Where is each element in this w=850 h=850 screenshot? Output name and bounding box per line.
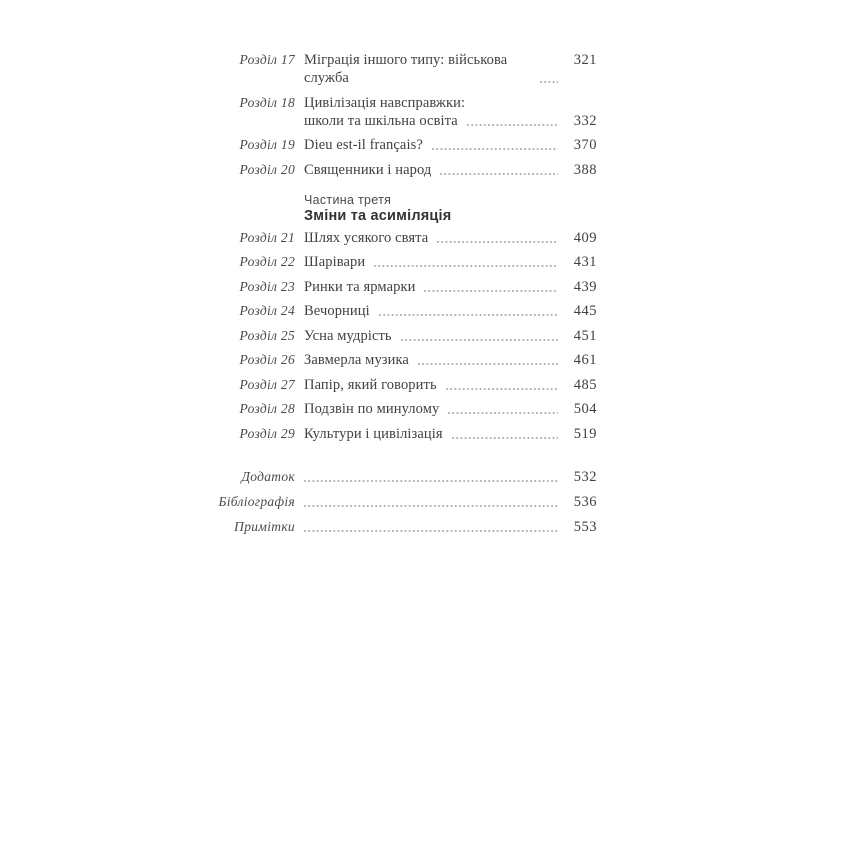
back-matter-entry <box>185 518 597 536</box>
chapter-label: Розділ 26 <box>239 352 295 367</box>
chapter-label: Розділ 29 <box>239 425 295 441</box>
chapter-title: Усна мудрість <box>304 327 392 344</box>
chapter-title: Міграція іншого типу: військова служба <box>304 52 508 86</box>
page-number: 370 <box>573 137 597 153</box>
dot-leader <box>448 412 558 414</box>
toc-entry <box>185 229 597 247</box>
chapter-label: Розділ 18 <box>239 94 295 110</box>
toc-entry <box>185 327 597 345</box>
toc-entry <box>185 376 597 394</box>
chapter-label: Розділ 25 <box>239 327 295 343</box>
chapter-title: Dieu est-il français? <box>304 137 423 153</box>
part-heading <box>304 192 597 224</box>
dot-leader <box>467 124 558 126</box>
chapter-label: Розділ 24 <box>239 303 295 318</box>
part-eyebrow: Частина третя <box>304 192 392 207</box>
chapter-title-line2: школи та шкільна освіта <box>304 112 458 129</box>
dot-leader <box>379 314 558 316</box>
chapter-label: Розділ 21 <box>239 229 295 245</box>
chapter-label: Розділ 17 <box>239 52 295 67</box>
page-number: 536 <box>573 493 597 510</box>
page-number: 532 <box>573 468 597 485</box>
back-matter-entry <box>185 468 597 486</box>
back-matter-label: Бібліографія <box>218 493 295 509</box>
page-number: 409 <box>573 229 597 246</box>
toc-entry <box>185 351 597 369</box>
dot-leader <box>540 81 558 83</box>
page-number: 321 <box>573 52 597 68</box>
chapter-title: Ринки та ярмарки <box>304 278 416 295</box>
chapter-title: Подзвін по минулому <box>304 401 440 417</box>
page-number: 431 <box>573 254 597 270</box>
toc-entry <box>185 425 597 443</box>
toc-entry <box>185 253 597 271</box>
dot-leader <box>374 265 558 267</box>
chapter-label: Розділ 22 <box>239 254 295 269</box>
table-of-contents <box>185 51 597 543</box>
back-matter-entry <box>185 493 597 511</box>
page-number: 445 <box>573 303 597 319</box>
part-title: Зміни та асиміляція <box>304 207 452 224</box>
dot-leader <box>418 363 558 365</box>
dot-leader <box>304 480 558 482</box>
page-number: 451 <box>573 327 597 344</box>
chapter-label: Розділ 19 <box>239 137 295 152</box>
dot-leader <box>437 241 558 243</box>
chapter-label: Розділ 28 <box>239 401 295 416</box>
chapter-label: Розділ 23 <box>239 278 295 294</box>
back-matter-section <box>185 468 597 536</box>
chapter-title: Культури і цивілізація <box>304 425 443 442</box>
chapter-title: Папір, який говорить <box>304 376 437 393</box>
chapter-title: Священники і народ <box>304 161 432 178</box>
page-number: 461 <box>573 352 597 368</box>
dot-leader <box>424 290 558 292</box>
chapter-label: Розділ 20 <box>239 161 295 177</box>
dot-leader <box>401 339 558 341</box>
toc-entry <box>185 400 597 418</box>
chapter-title-line2-row <box>304 112 597 130</box>
chapter-title: Завмерла музика <box>304 352 409 368</box>
chapter-title: Шарівари <box>304 254 366 270</box>
toc-entry <box>185 278 597 296</box>
chapter-title-line1: Цивілізація навсправжки: <box>304 94 466 111</box>
page-number: 519 <box>573 425 597 442</box>
chapter-title: Вечорниці <box>304 303 370 319</box>
toc-entry <box>185 94 597 130</box>
page-number: 504 <box>573 401 597 417</box>
dot-leader <box>440 173 558 175</box>
dot-leader <box>452 437 558 439</box>
toc-entry <box>185 51 597 87</box>
chapter-title: Шлях усякого свята <box>304 229 429 246</box>
page-number: 553 <box>573 518 597 535</box>
dot-leader <box>446 388 558 390</box>
chapter-label: Розділ 27 <box>239 376 295 392</box>
page-number: 439 <box>573 278 597 295</box>
chapter-title-block <box>304 94 597 130</box>
toc-entry <box>185 161 597 179</box>
page-number: 332 <box>573 112 597 129</box>
dot-leader <box>304 530 558 532</box>
dot-leader <box>304 505 558 507</box>
back-matter-label: Додаток <box>241 468 295 484</box>
dot-leader <box>432 148 558 150</box>
back-matter-label: Примітки <box>234 518 295 534</box>
toc-entry <box>185 302 597 320</box>
page-number: 388 <box>573 161 597 178</box>
page-number: 485 <box>573 376 597 393</box>
toc-entry <box>185 136 597 154</box>
